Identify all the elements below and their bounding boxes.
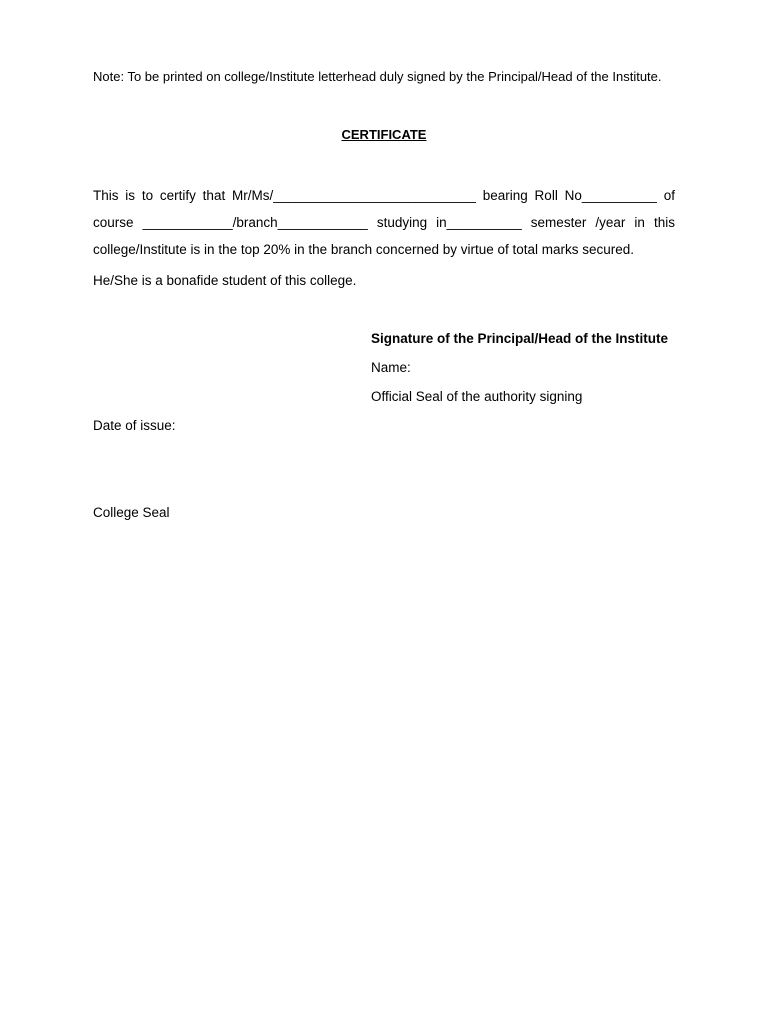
signature-block: [371, 330, 691, 417]
college-seal-label: College Seal: [93, 505, 170, 520]
bonafide-statement: He/She is a bonafide student of this college.: [93, 273, 357, 288]
letterhead-note: Note: To be printed on college/Institute letterhead duly signed by the Principal/Head of the Institute.: [93, 69, 662, 84]
signatory-name-label: Name:: [371, 360, 411, 375]
date-of-issue-label: Date of issue:: [93, 418, 176, 433]
certificate-body: This is to certify that Mr/Ms/___________________________ bearing Roll No__________ of course ____________/branch____________ studying in__________ semester /year in this college/Institute is in the top 20% in the branch concerned by virtue of total marks secured.: [93, 188, 675, 257]
certificate-title: CERTIFICATE: [341, 127, 427, 142]
official-seal-label: Official Seal of the authority signing: [371, 389, 583, 404]
signature-title: Signature of the Principal/Head of the Institute: [371, 331, 669, 346]
